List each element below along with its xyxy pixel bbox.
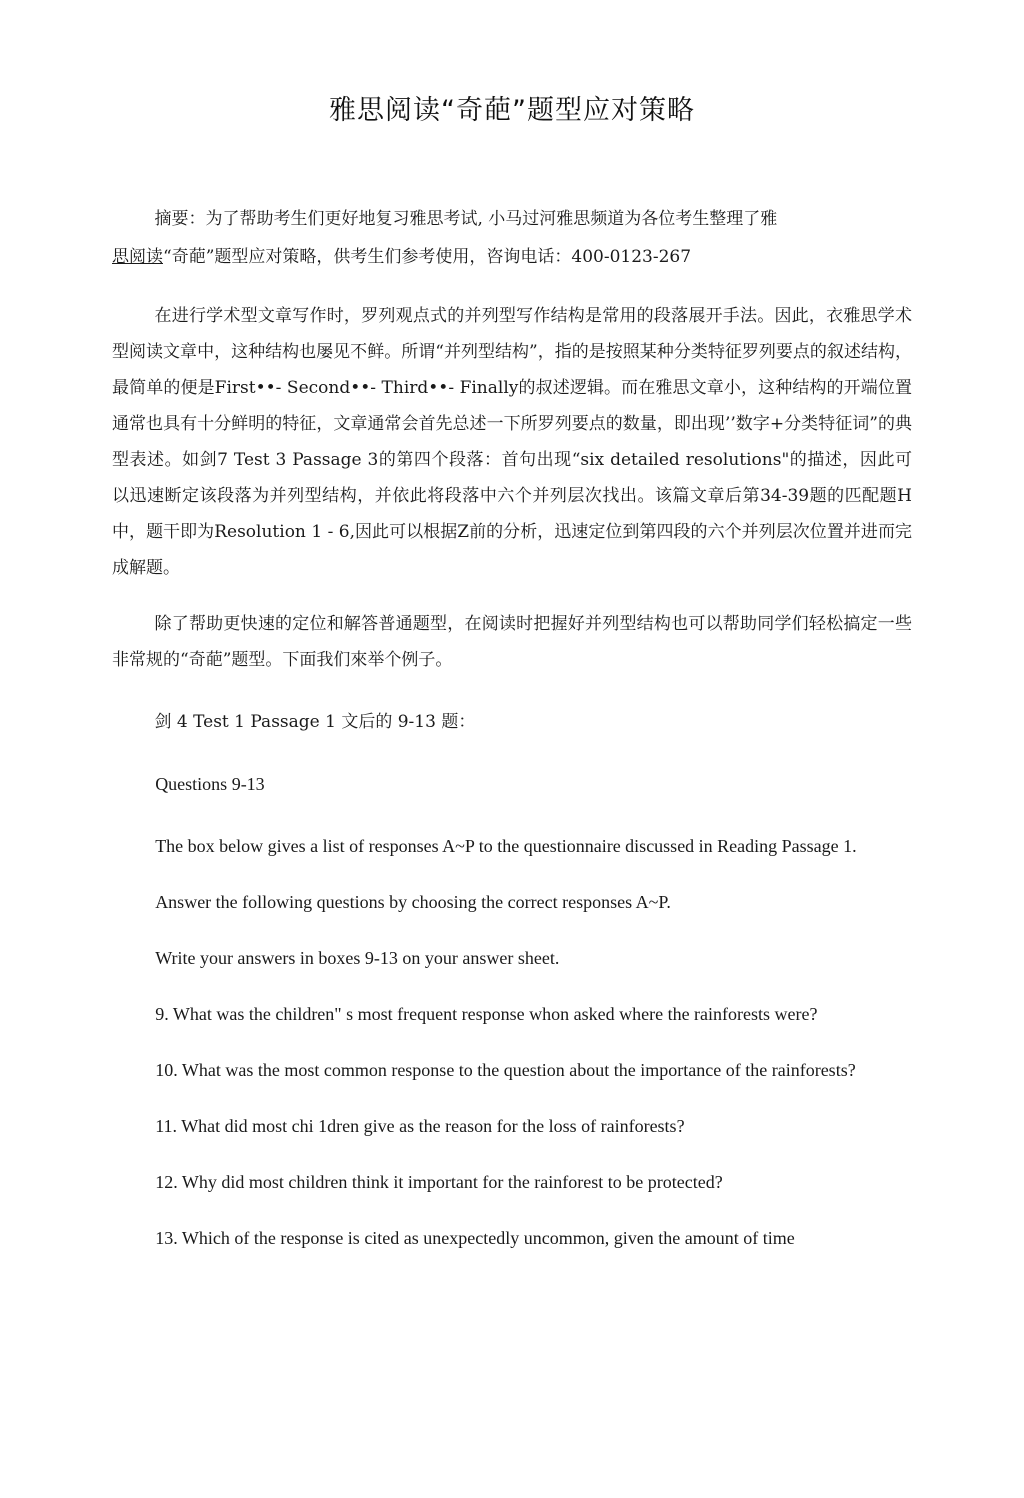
ielts-reading-link[interactable]: 思阅读 xyxy=(112,247,163,267)
question-9: 9. What was the children" s most frequent response whon asked where the rainforests were? xyxy=(155,1004,818,1024)
question-10: 10. What was the most common response to the question about the importance of the rainforests? xyxy=(155,1060,856,1080)
abstract-suffix: “奇葩”题型应对策略，供考生们参考使用，咨询电话：400-0123-267 xyxy=(163,247,692,267)
paragraph-example-source: 剑 4 Test 1 Passage 1 文后的 9-13 题： xyxy=(154,712,476,732)
instruction-write: Write your answers in boxes 9-13 on your answer sheet. xyxy=(155,948,560,968)
instruction-box: The box below gives a list of responses A~P to the questionnaire discussed in Reading Passage 1. xyxy=(155,836,857,856)
question-13: 13. Which of the response is cited as unexpectedly uncommon, given the amount of time xyxy=(155,1228,795,1248)
question-11: 11. What did most chi 1dren give as the reason for the loss of rainforests? xyxy=(155,1116,685,1136)
abstract-prefix: 摘要：为了帮助考生们更好地复习雅思考试, 小马过河雅思频道为各位考生整理了雅 xyxy=(154,209,778,229)
question-12: 12. Why did most children think it important for the rainforest to be protected? xyxy=(155,1172,723,1192)
paragraph-unusual-questions: 除了帮助更快速的定位和解答普通题型，在阅读时把握好并列型结构也可以帮助同学们轻松搞定一些非常规的“奇葩”题型。下面我们來举个例子。 xyxy=(112,614,912,670)
paragraph-parallel-structure: 在进行学术型文章写作时，罗列观点式的并列型写作结构是常用的段落展开手法。因此，衣雅思学术型阅读文章中，这种结构也屡见不鲜。所谓“并列型结构”，指的是按照某种分类特征罗列要点的叙述结构，最简单的便是First••- Second••- Third••- Finally的叔述逻辑。而在雅思文章小，这种结构的开端位置通常也具有十分鲜明的特征，文章通常会首先总述一下所罗列要点的数量，即出现’’数字+分类特征词”的典型表述。如剑7 Test 3 Passage 3的第四个段落：首句出现“six detailed resolutions"的描述，因此可以迅速断定该段落为并列型结构，并依此将段落中六个并列层次找出。该篇文章后第34-39题的匹配题H中，题干即为Resolution 1 - 6,因此可以根据Z前的分析，迅速定位到第四段的六个并列层次位置并进而完成解题。 xyxy=(112,306,912,578)
questions-heading: Questions 9-13 xyxy=(155,774,265,794)
abstract-paragraph xyxy=(112,200,912,276)
instruction-answer: Answer the following questions by choosing the correct responses A~P. xyxy=(155,892,671,912)
page-title: 雅思阅读“奇葩”题型应对策略 xyxy=(329,95,695,126)
document-body xyxy=(112,200,912,1256)
